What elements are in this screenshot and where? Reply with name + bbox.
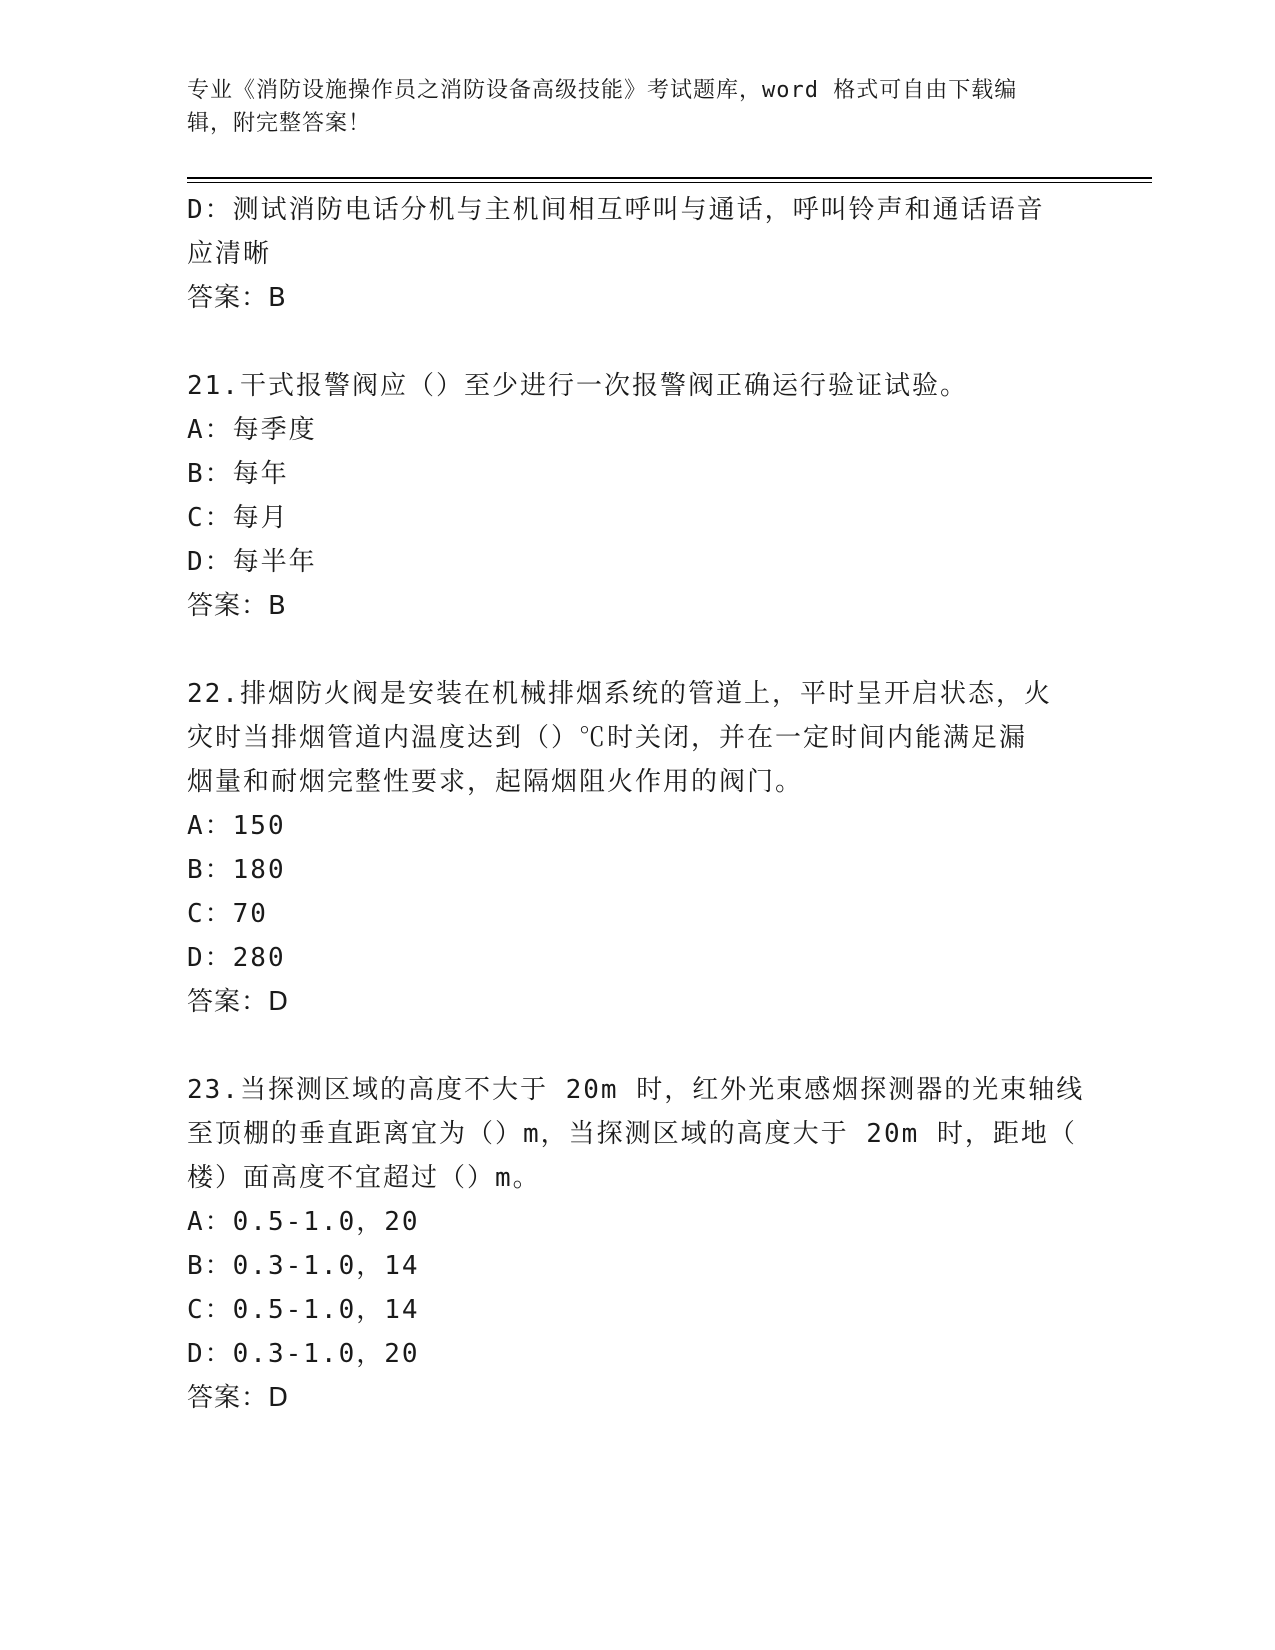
q22-option-c: C：70 [187,899,268,929]
header-title-line-2: 辑，附完整答案！ [187,111,372,136]
document-header [187,74,1067,140]
header-title-line-1: 专业《消防设施操作员之消防设备高级技能》考试题库，word 格式可自由下载编 [187,78,1018,103]
q21-option-a: A：每季度 [187,415,317,445]
header-divider-thick [187,177,1152,179]
q21-option-d: D：每半年 [187,547,317,577]
q23-stem-line-1: 23.当探测区域的高度不大于 20m 时，红外光束感烟探测器的光束轴线 [187,1075,1085,1105]
q21-option-b: B：每年 [187,459,289,489]
q22-stem-line-1: 22.排烟防火阀是安装在机械排烟系统的管道上，平时呈开启状态，火 [187,679,1052,709]
q22-option-b: B：180 [187,855,286,885]
q23-option-b: B：0.3-1.0，14 [187,1251,420,1281]
prev-answer: 答案：B [187,283,287,313]
q23-option-a: A：0.5-1.0，20 [187,1207,420,1237]
q22-answer: 答案：D [187,987,290,1017]
prev-option-d-line-1: D：测试消防电话分机与主机间相互呼叫与通话，呼叫铃声和通话语音 [187,195,1045,225]
q21-option-c: C：每月 [187,503,289,533]
q21-answer: 答案：B [187,591,287,621]
q22-option-d: D：280 [187,943,286,973]
q22-stem-line-2: 灾时当排烟管道内温度达到（）℃时关闭，并在一定时间内能满足漏 [187,723,1028,753]
q21-stem: 21.干式报警阀应（）至少进行一次报警阀正确运行验证试验。 [187,371,968,401]
q23-option-d: D：0.3-1.0，20 [187,1339,420,1369]
q23-answer: 答案：D [187,1383,290,1413]
q23-stem-line-3: 楼）面高度不宜超过（）m。 [187,1163,541,1193]
q23-stem-line-2: 至顶棚的垂直距离宜为（）m，当探测区域的高度大于 20m 时，距地（ [187,1119,1077,1149]
q22-option-a: A：150 [187,811,286,841]
prev-option-d-line-2: 应清晰 [187,239,272,269]
q23-option-c: C：0.5-1.0，14 [187,1295,420,1325]
q22-stem-line-3: 烟量和耐烟完整性要求，起隔烟阻火作用的阀门。 [187,767,804,797]
header-divider-thin [187,182,1152,183]
